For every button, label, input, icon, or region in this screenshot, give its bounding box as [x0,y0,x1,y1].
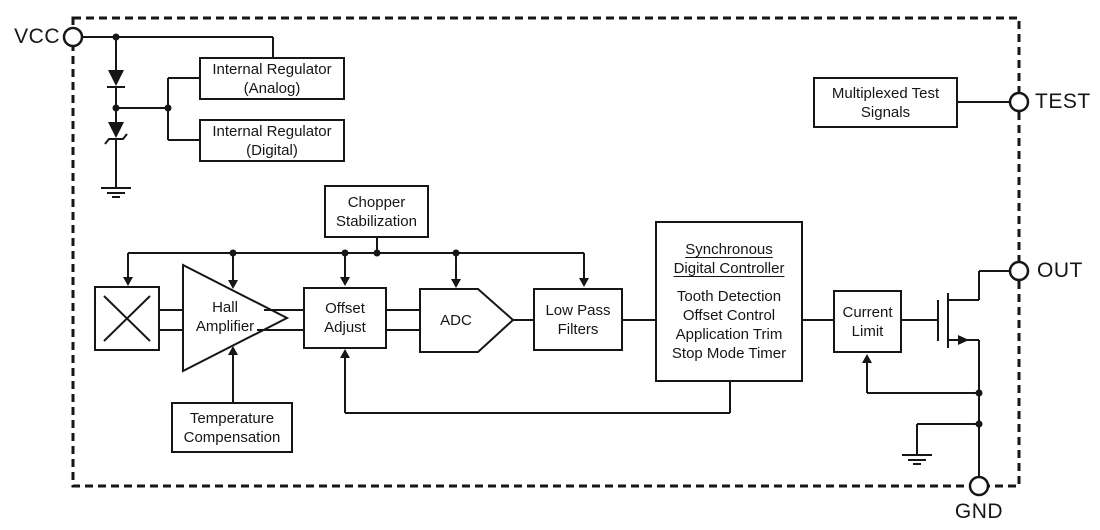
block-label: Offset [325,300,365,317]
block-low-pass-filters [533,288,623,351]
block-temperature-compensation [171,402,293,453]
gnd-terminal-icon [970,477,988,495]
block-title: Digital Controller [673,260,785,277]
block-label: Internal Regulator [212,60,332,78]
block-internal-regulator-digital [199,119,345,162]
output-mosfet-icon [938,271,1010,477]
block-label: Current [842,303,893,321]
temp-comp-wire [228,346,238,402]
block-title: Synchronous [685,241,773,258]
block-current-limit [833,290,902,353]
block-label: Temperature [189,409,275,427]
hall-amplifier-label [185,293,265,341]
pin-label-out: OUT [1037,259,1083,282]
current-sense-wire [862,354,983,397]
block-label: Amplifier [195,318,255,335]
block-label: (Digital) [246,141,298,159]
pin-label-test: TEST [1035,90,1091,113]
pin-label-gnd: GND [954,500,1004,523]
controller-function: Tooth Detection [676,288,782,305]
block-label: Signals [860,103,911,121]
block-synchronous-digital-controller [655,221,803,382]
block-chopper-stabilization [324,185,429,238]
block-label: Chopper [347,193,406,211]
block-label: Filters [557,320,599,338]
ground-icon [902,455,932,464]
block-label: Hall [212,299,238,316]
out-terminal-icon [1010,262,1028,280]
block-label: ADC [440,311,472,329]
controller-function: Application Trim [675,326,783,343]
controller-function: Stop Mode Timer [671,345,787,362]
adc-label [423,305,489,335]
ground-icon [101,188,131,197]
block-offset-adjust [303,287,387,349]
block-label: Stabilization [336,212,417,230]
block-label: (Analog) [243,79,301,97]
controller-function: Offset Control [682,307,776,324]
block-multiplexed-test-signals [813,77,958,128]
hall-plate-icon [95,287,159,350]
block-label: Internal Regulator [212,122,332,140]
block-internal-regulator-analog [199,57,345,100]
vcc-terminal-icon [64,28,82,46]
diode-icon [107,70,125,87]
test-terminal-icon [1010,93,1028,111]
pin-label-vcc: VCC [14,25,60,48]
block-label: Low Pass [545,301,611,319]
block-label: Multiplexed Test [831,84,940,102]
block-label: Adjust [324,319,366,336]
output-ground-tap [902,421,983,465]
block-label: Compensation [183,428,281,446]
block-label: Limit [851,322,884,340]
